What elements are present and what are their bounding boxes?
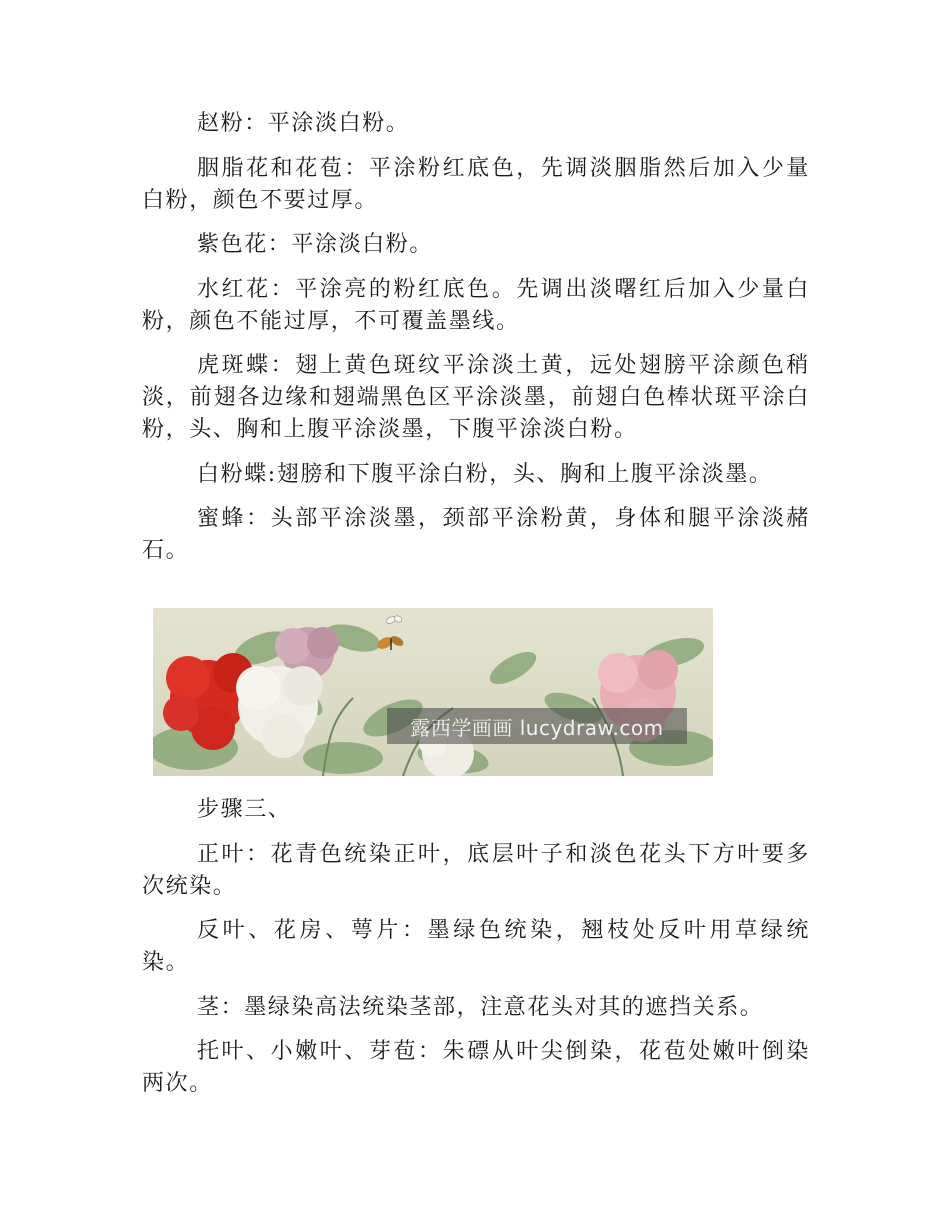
paragraph-bee: 蜜蜂：头部平涂淡墨，颈部平涂粉黄，身体和腿平涂淡赭石。 [142, 506, 810, 563]
peony-painting-image [153, 608, 713, 776]
watermark-label: 露西学画画 lucydraw.com [387, 708, 687, 744]
peony-painting-illustration [153, 608, 713, 776]
paragraph-white-butterfly: 白粉蝶:翅膀和下腹平涂白粉，头、胸和上腹平涂淡墨。 [197, 461, 773, 487]
paragraph-stem: 茎：墨绿染高法统染茎部，注意花头对其的遮挡关系。 [197, 994, 764, 1020]
paragraph-zhao-fen: 赵粉：平涂淡白粉。 [197, 111, 410, 136]
paragraph-purple-flower: 紫色花：平涂淡白粉。 [197, 232, 434, 257]
paragraph-back-leaf: 反叶、花房、萼片：墨绿色统染，翘枝处反叶用草绿统染。 [142, 918, 810, 975]
paragraph-step-three: 步骤三、 [197, 797, 292, 822]
paragraph-front-leaf: 正叶：花青色统染正叶，底层叶子和淡色花头下方叶要多次统染。 [142, 841, 810, 899]
paragraph-tiger-butterfly: 虎斑蝶：翅上黄色斑纹平涂淡土黄，远处翅膀平涂颜色稍淡，前翅各边缘和翅端黑色区平涂淡墨，前翅白色棒状斑平涂白粉，头、胸和上腹平涂淡墨，下腹平涂淡白粉。 [142, 353, 810, 442]
text-section-upper [142, 108, 810, 580]
paragraph-stipule: 托叶、小嫩叶、芽苞：朱磦从叶尖倒染，花苞处嫩叶倒染两次。 [142, 1039, 810, 1096]
text-section-lower [142, 794, 810, 1113]
butterfly-figure [376, 634, 405, 651]
paragraph-rouge-flower: 胭脂花和花苞：平涂粉红底色，先调淡胭脂然后加入少量白粉，颜色不要过厚。 [142, 155, 810, 213]
paragraph-pink-flower: 水红花：平涂亮的粉红底色。先调出淡曙红后加入少量白粉，颜色不能过厚，不可覆盖墨线。 [142, 276, 810, 334]
